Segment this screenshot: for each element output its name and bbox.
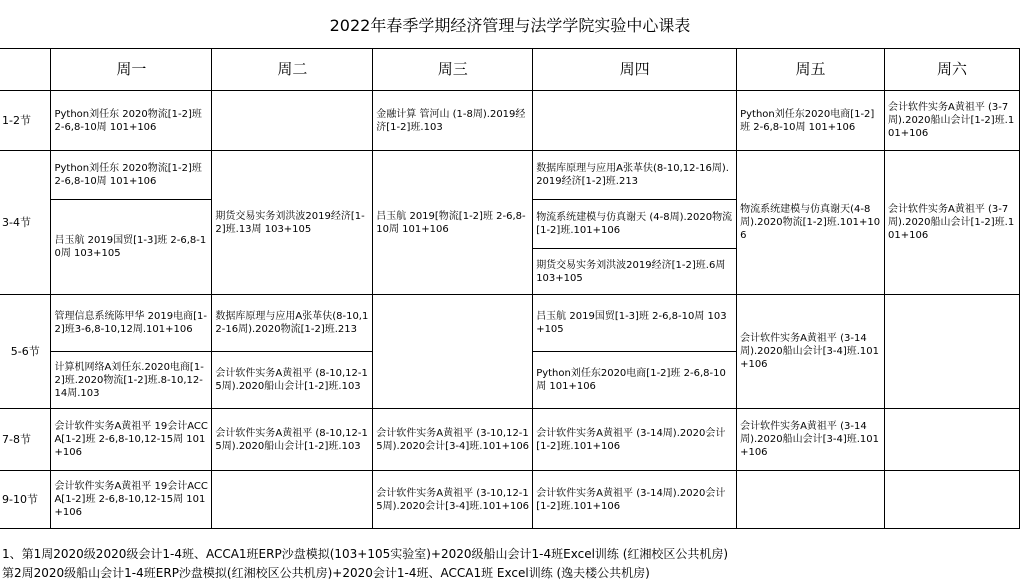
course-cell: 数据库原理与应用A张革伕(8-10,12-16周).2020物流[1-2]班.213 xyxy=(212,295,373,352)
period-label: 1-2节 xyxy=(0,91,51,151)
period-row-9-10 xyxy=(0,471,1020,529)
empty-cell xyxy=(373,295,533,409)
course-cell: 会计软件实务A黄祖平 (3-7周).2020船山会计[1-2]班.101+106 xyxy=(885,151,1020,295)
course-cell: 会计软件实务A黄祖平 (3-14周).2020会计[1-2]班.101+106 xyxy=(533,471,737,529)
course-cell: 会计软件实务A黄祖平 (8-10,12-15周).2020船山会计[1-2]班.103 xyxy=(212,352,373,409)
course-cell: 会计软件实务A黄祖平 (3-14周).2020会计[1-2]班.101+106 xyxy=(533,409,737,471)
course-cell: Python刘任东 2020物流[1-2]班 2-6,8-10周 101+106 xyxy=(51,91,212,151)
course-cell: Python刘任东 2020物流[1-2]班 2-6,8-10周 101+106 xyxy=(51,151,212,200)
course-cell: 会计软件实务A黄祖平 (3-10,12-15周).2020会计[3-4]班.101+106 xyxy=(373,409,533,471)
course-cell: 会计软件实务A黄祖平 (3-14周).2020船山会计[3-4]班.101+106 xyxy=(737,295,885,409)
day-header-wed: 周三 xyxy=(373,49,533,91)
empty-cell xyxy=(737,471,885,529)
course-cell: 数据库原理与应用A张革伕(8-10,12-16周).2019经济[1-2]班.213 xyxy=(533,151,737,200)
period-label: 5-6节 xyxy=(0,295,51,409)
course-cell: 会计软件实务A黄祖平 (3-7周).2020船山会计[1-2]班.101+106 xyxy=(885,91,1020,151)
empty-cell xyxy=(533,91,737,151)
schedule-title: 2022年春季学期经济管理与法学学院实验中心课表 xyxy=(329,15,691,35)
period-row-3-4 xyxy=(0,151,1020,200)
corner-cell xyxy=(0,49,51,91)
course-cell: 计算机网络A刘任东.2020电商[1-2]班.2020物流[1-2]班.8-10,12-14周.103 xyxy=(51,352,212,409)
empty-cell xyxy=(212,471,373,529)
course-cell: 会计软件实务A黄祖平 (8-10,12-15周).2020船山会计[1-2]班.103 xyxy=(212,409,373,471)
course-cell: 吕玉航 2019国贸[1-3]班 2-6,8-10周 103+105 xyxy=(533,295,737,352)
course-cell: 物流系统建模与仿真谢天(4-8周).2020物流[1-2]班.101+106 xyxy=(737,151,885,295)
course-cell: 金融计算 管河山 (1-8周).2019经济[1-2]班.103 xyxy=(373,91,533,151)
day-header-tue: 周二 xyxy=(212,49,373,91)
course-cell: Python刘任东2020电商[1-2]班 2-6,8-10周 101+106 xyxy=(533,352,737,409)
period-row-5-6 xyxy=(0,295,1020,352)
period-label: 7-8节 xyxy=(0,409,51,471)
footnote-2: 第2周2020级船山会计1-4班ERP沙盘模拟(红湘校区公共机房)+2020会计1-4班、ACCA1班 Excel训练 (逸夫楼公共机房) xyxy=(2,566,650,580)
course-cell: 物流系统建模与仿真谢天 (4-8周).2020物流[1-2]班.101+106 xyxy=(533,200,737,249)
course-cell: 期货交易实务刘洪波2019经济[1-2]班.13周 103+105 xyxy=(212,151,373,295)
course-cell: 会计软件实务A黄祖平 (3-14周).2020船山会计[3-4]班.101+106 xyxy=(737,409,885,471)
period-row-7-8 xyxy=(0,409,1020,471)
course-cell: 会计软件实务A黄祖平 19会计ACCA[1-2]班 2-6,8-10,12-15周 101+106 xyxy=(51,409,212,471)
empty-cell xyxy=(212,91,373,151)
empty-cell xyxy=(885,295,1020,409)
empty-cell xyxy=(885,409,1020,471)
course-cell: 吕玉航 2019[物流[1-2]班 2-6,8-10周 101+106 xyxy=(373,151,533,295)
day-header-mon: 周一 xyxy=(51,49,212,91)
footnote-1: 1、第1周2020级2020级会计1-4班、ACCA1班ERP沙盘模拟(103+105实验室)+2020级船山会计1-4班Excel训练 (红湘校区公共机房) xyxy=(2,547,729,561)
course-cell: 期货交易实务刘洪波2019经济[1-2]班.6周 103+105 xyxy=(533,249,737,295)
schedule-table xyxy=(0,48,1020,529)
course-cell: 吕玉航 2019国贸[1-3]班 2-6,8-10周 103+105 xyxy=(51,200,212,295)
empty-cell xyxy=(885,471,1020,529)
period-label: 9-10节 xyxy=(0,471,51,529)
header-row xyxy=(0,49,1020,91)
day-header-fri: 周五 xyxy=(737,49,885,91)
course-cell: 会计软件实务A黄祖平 19会计ACCA[1-2]班 2-6,8-10,12-15周 101+106 xyxy=(51,471,212,529)
period-label: 3-4节 xyxy=(0,151,51,295)
day-header-thu: 周四 xyxy=(533,49,737,91)
course-cell: 会计软件实务A黄祖平 (3-10,12-15周).2020会计[3-4]班.101+106 xyxy=(373,471,533,529)
course-cell: Python刘任东2020电商[1-2]班 2-6,8-10周 101+106 xyxy=(737,91,885,151)
period-row-1-2 xyxy=(0,91,1020,151)
day-header-sat: 周六 xyxy=(885,49,1020,91)
course-cell: 管理信息系统陈甲华 2019电商[1-2]班3-6,8-10,12周.101+106 xyxy=(51,295,212,352)
